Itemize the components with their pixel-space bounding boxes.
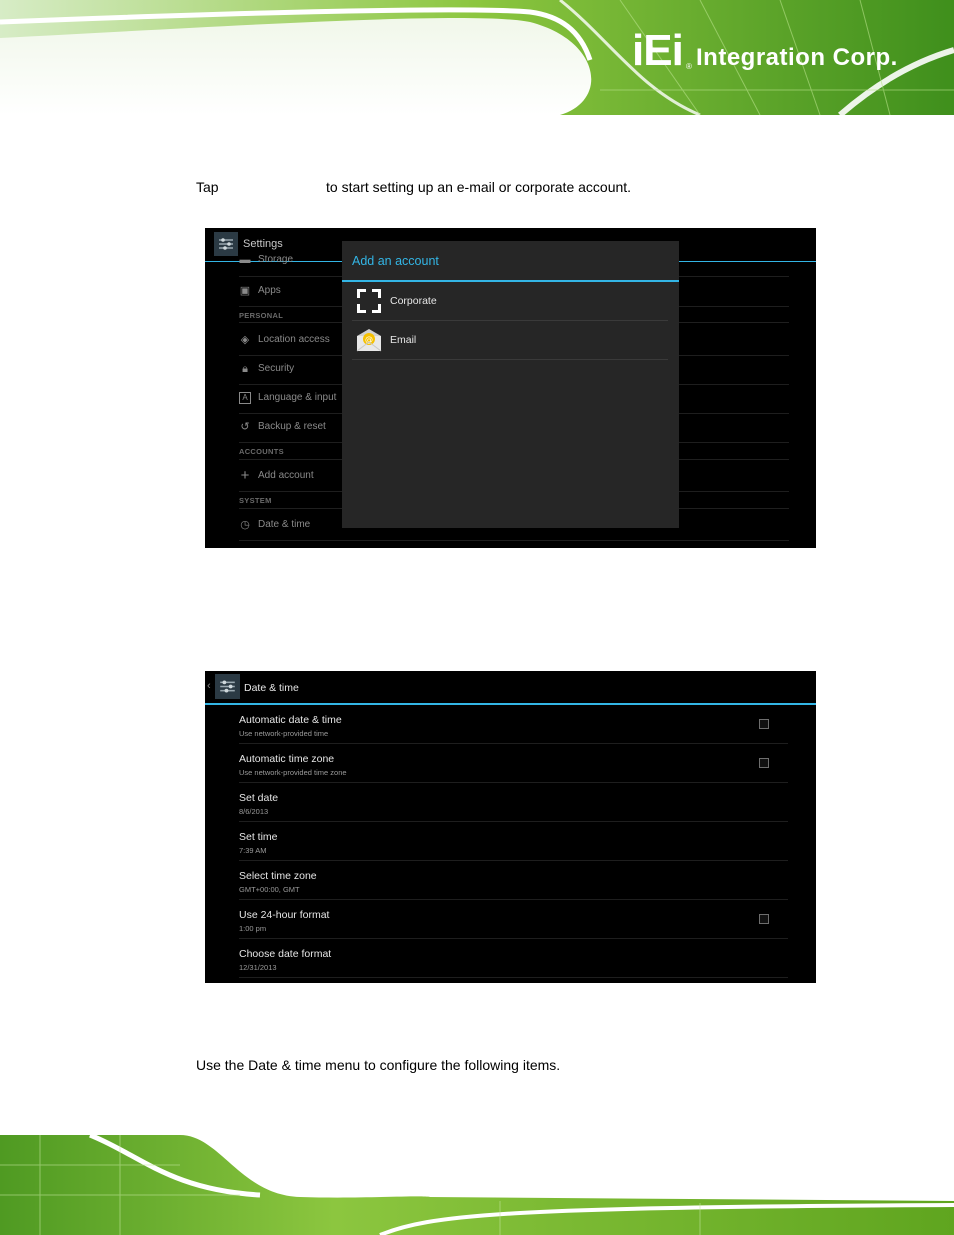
settings-title: Settings xyxy=(243,238,283,250)
option-email[interactable] xyxy=(352,321,668,360)
settings-item-label: Backup & reset xyxy=(258,421,326,432)
language-icon: A xyxy=(239,392,251,404)
screenshot-add-account xyxy=(205,228,816,548)
settings-icon xyxy=(215,674,240,699)
row-summary: Use network-provided time xyxy=(239,729,329,738)
add-account-dialog xyxy=(342,241,679,528)
settings-item-label: Security xyxy=(258,363,295,374)
date-time-title: Date & time xyxy=(244,682,299,694)
option-label: Email xyxy=(390,334,417,346)
section-header-system: SYSTEM xyxy=(239,496,272,505)
back-chevron-icon[interactable]: ‹ xyxy=(207,680,211,692)
row-label: Choose date format xyxy=(239,948,332,960)
option-label: Corporate xyxy=(390,295,437,307)
row-select-time-zone[interactable] xyxy=(239,861,788,900)
settings-item-label: Add account xyxy=(258,470,314,481)
settings-item-label: Language & input xyxy=(258,392,337,403)
paragraph-date-time-intro: Use the Date & time menu to configure the following items. xyxy=(196,1057,561,1073)
row-set-time[interactable] xyxy=(239,822,788,861)
location-icon: ◈ xyxy=(240,334,250,346)
row-label: Automatic time zone xyxy=(239,753,335,765)
settings-item-label: Location access xyxy=(258,334,330,345)
settings-icon xyxy=(214,232,238,256)
storage-icon: ▬ xyxy=(239,254,251,266)
paragraph-tap-word: Tap xyxy=(196,179,219,195)
use-24-hour-checkbox[interactable] xyxy=(759,914,769,924)
settings-item-label: Storage xyxy=(258,254,294,265)
option-corporate[interactable] xyxy=(352,282,668,321)
row-label: Use 24-hour format xyxy=(239,909,330,921)
row-use-24-hour-format[interactable] xyxy=(239,900,788,939)
paragraph-tap-instruction: to start setting up an e-mail or corporate account. xyxy=(326,179,632,195)
section-header-personal: PERSONAL xyxy=(239,311,284,320)
row-choose-date-format[interactable] xyxy=(239,939,788,978)
automatic-time-zone-checkbox[interactable] xyxy=(759,758,769,768)
clock-icon: ◷ xyxy=(240,519,250,531)
dialog-title: Add an account xyxy=(352,254,439,268)
row-label: Set time xyxy=(239,831,278,843)
row-label: Select time zone xyxy=(239,870,317,882)
logo-iei: iEi xyxy=(632,26,683,75)
row-automatic-time-zone[interactable] xyxy=(239,744,788,783)
backup-icon: ↺ xyxy=(240,421,250,433)
corporate-icon xyxy=(356,288,382,314)
footer-banner xyxy=(0,1135,954,1235)
row-automatic-date-time[interactable] xyxy=(239,705,788,744)
registered-mark: ® xyxy=(686,62,692,71)
row-summary: GMT+00:00, GMT xyxy=(239,885,300,894)
screenshot-date-time xyxy=(205,671,816,983)
settings-item-label: Apps xyxy=(258,285,281,296)
row-label: Set date xyxy=(239,792,279,804)
row-summary: 12/31/2013 xyxy=(239,963,277,972)
row-summary: 7:39 AM xyxy=(239,846,267,855)
section-header-accounts: ACCOUNTS xyxy=(239,447,284,456)
svg-text:@: @ xyxy=(365,335,373,344)
row-summary: 8/6/2013 xyxy=(239,807,269,816)
lock-icon: 🔒︎ xyxy=(242,363,248,375)
row-label: Automatic date & time xyxy=(239,714,342,726)
logo-text: Integration Corp. xyxy=(696,44,898,71)
apps-icon: ▣ xyxy=(239,285,251,297)
email-icon xyxy=(356,327,382,353)
settings-item-label: Date & time xyxy=(258,519,311,530)
plus-icon: + xyxy=(240,467,250,484)
row-summary: 1:00 pm xyxy=(239,924,267,933)
row-set-date[interactable] xyxy=(239,783,788,822)
automatic-date-time-checkbox[interactable] xyxy=(759,719,769,729)
row-summary: Use network-provided time zone xyxy=(239,768,347,777)
